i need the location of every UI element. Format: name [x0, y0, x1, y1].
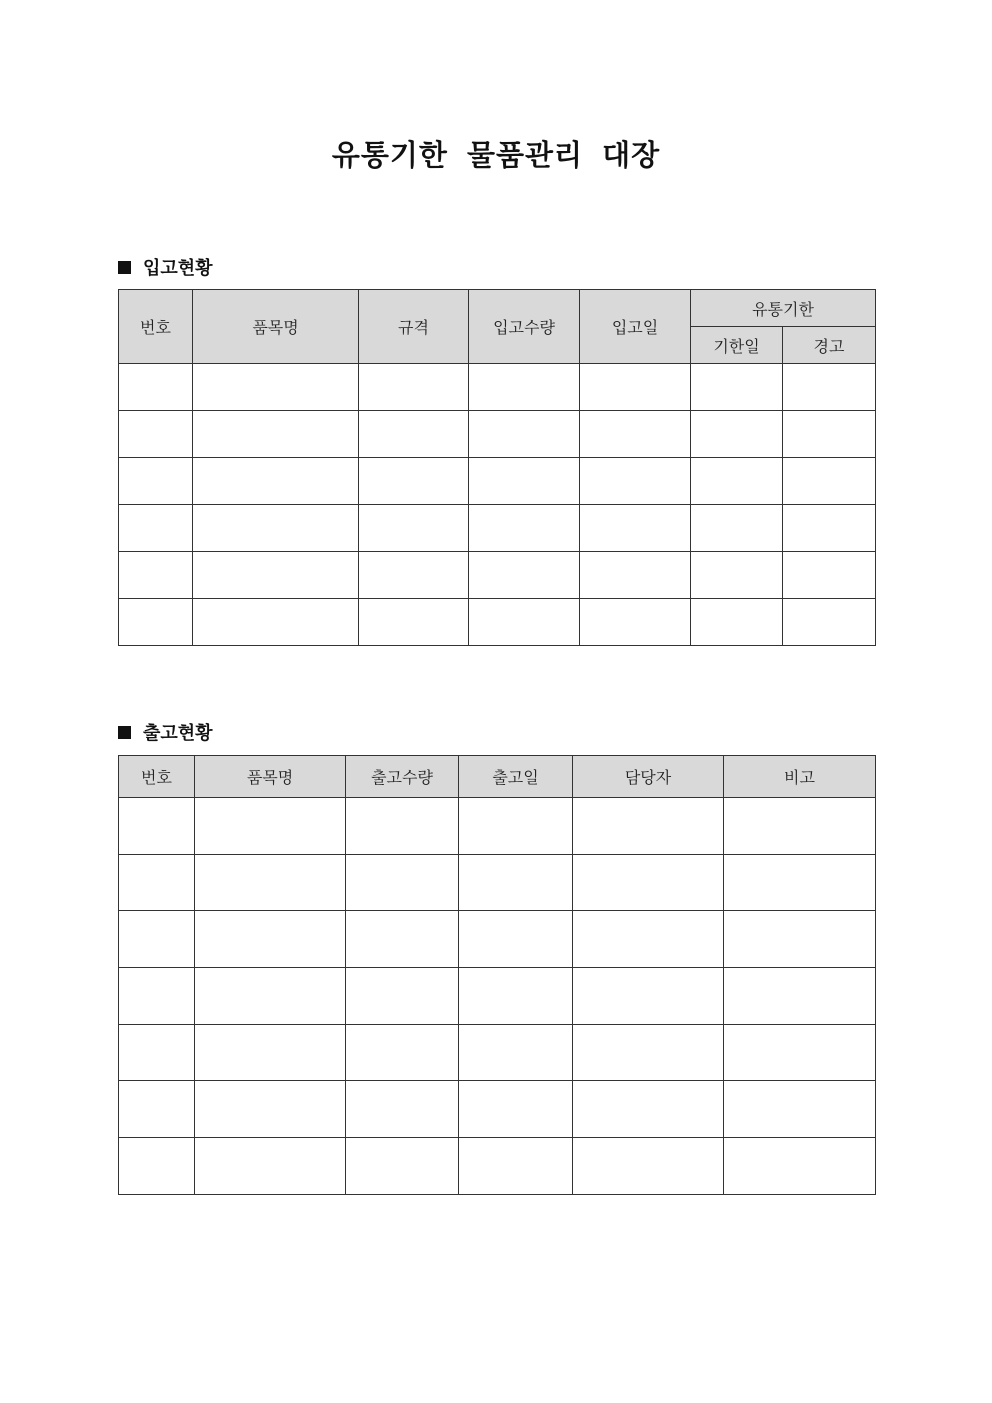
table-cell[interactable]: [459, 911, 573, 968]
table-cell[interactable]: [195, 968, 346, 1025]
table-cell[interactable]: [193, 411, 359, 458]
table-row: [119, 911, 876, 968]
header-remarks: 비고: [724, 756, 876, 798]
table-cell[interactable]: [580, 552, 691, 599]
table-cell[interactable]: [573, 968, 724, 1025]
table-row: [119, 552, 876, 599]
table-cell[interactable]: [195, 798, 346, 855]
table-cell[interactable]: [783, 599, 876, 646]
table-cell[interactable]: [346, 854, 459, 911]
table-row: [119, 599, 876, 646]
square-bullet-icon: [118, 726, 131, 739]
square-bullet-icon: [118, 261, 131, 274]
table-cell[interactable]: [359, 364, 469, 411]
table-row: [119, 411, 876, 458]
table-row: [119, 1138, 876, 1195]
table-row: [119, 364, 876, 411]
table-cell[interactable]: [193, 552, 359, 599]
header-no: 번호: [119, 756, 195, 798]
table-cell[interactable]: [193, 458, 359, 505]
header-outbound-date: 출고일: [459, 756, 573, 798]
table-cell[interactable]: [783, 505, 876, 552]
table-cell[interactable]: [459, 1081, 573, 1138]
table-row: [119, 798, 876, 855]
table-cell[interactable]: [459, 1138, 573, 1195]
table-cell[interactable]: [469, 458, 580, 505]
table-cell[interactable]: [359, 458, 469, 505]
header-no: 번호: [119, 290, 193, 364]
inbound-section-title: [118, 254, 213, 280]
table-cell[interactable]: [724, 968, 876, 1025]
table-cell[interactable]: [573, 854, 724, 911]
header-outbound-qty: 출고수량: [346, 756, 459, 798]
table-cell[interactable]: [119, 505, 193, 552]
table-cell[interactable]: [119, 1024, 195, 1081]
header-inbound-qty: 입고수량: [469, 290, 580, 364]
table-cell[interactable]: [459, 968, 573, 1025]
header-item-name: 품목명: [193, 290, 359, 364]
table-cell[interactable]: [359, 411, 469, 458]
table-cell[interactable]: [195, 1138, 346, 1195]
table-cell[interactable]: [691, 364, 783, 411]
table-cell[interactable]: [193, 364, 359, 411]
table-cell[interactable]: [119, 552, 193, 599]
table-row: [119, 854, 876, 911]
table-cell[interactable]: [573, 1138, 724, 1195]
table-cell[interactable]: [193, 599, 359, 646]
header-expiry-date: 기한일: [691, 327, 783, 364]
table-cell[interactable]: [459, 854, 573, 911]
table-cell[interactable]: [119, 968, 195, 1025]
table-cell[interactable]: [119, 458, 193, 505]
header-warning: 경고: [783, 327, 876, 364]
table-row: [119, 968, 876, 1025]
table-cell[interactable]: [359, 505, 469, 552]
header-item-name: 품목명: [195, 756, 346, 798]
table-cell[interactable]: [346, 1024, 459, 1081]
table-cell[interactable]: [469, 364, 580, 411]
outbound-table: [118, 755, 876, 1195]
inbound-section-label: 입고현황: [143, 258, 213, 279]
table-cell[interactable]: [724, 911, 876, 968]
table-cell[interactable]: [691, 599, 783, 646]
table-cell[interactable]: [580, 599, 691, 646]
table-cell[interactable]: [346, 1081, 459, 1138]
table-row: [119, 505, 876, 552]
table-cell[interactable]: [459, 1024, 573, 1081]
header-spec: 규격: [359, 290, 469, 364]
table-cell[interactable]: [580, 364, 691, 411]
table-cell[interactable]: [580, 505, 691, 552]
table-cell[interactable]: [469, 552, 580, 599]
table-cell[interactable]: [573, 911, 724, 968]
table-cell[interactable]: [724, 1024, 876, 1081]
outbound-section-title: [118, 719, 213, 745]
table-cell[interactable]: [469, 505, 580, 552]
table-cell[interactable]: [119, 599, 193, 646]
table-cell[interactable]: [195, 1024, 346, 1081]
table-cell[interactable]: [724, 1138, 876, 1195]
table-cell[interactable]: [346, 798, 459, 855]
header-manager: 담당자: [573, 756, 724, 798]
table-cell[interactable]: [119, 1081, 195, 1138]
table-row: [119, 1081, 876, 1138]
table-cell[interactable]: [573, 1024, 724, 1081]
table-cell[interactable]: [195, 911, 346, 968]
table-cell[interactable]: [119, 1138, 195, 1195]
table-cell[interactable]: [346, 911, 459, 968]
table-cell[interactable]: [346, 968, 459, 1025]
table-cell[interactable]: [580, 411, 691, 458]
table-cell[interactable]: [691, 505, 783, 552]
table-cell[interactable]: [783, 458, 876, 505]
table-cell[interactable]: [193, 505, 359, 552]
table-cell[interactable]: [119, 364, 193, 411]
page-title: 유통기한 물품관리 대장: [331, 138, 661, 172]
table-row: [119, 458, 876, 505]
table-cell[interactable]: [783, 364, 876, 411]
table-cell[interactable]: [119, 411, 193, 458]
table-cell[interactable]: [119, 854, 195, 911]
table-cell[interactable]: [359, 552, 469, 599]
table-cell[interactable]: [783, 552, 876, 599]
table-cell[interactable]: [691, 411, 783, 458]
table-cell[interactable]: [469, 599, 580, 646]
header-inbound-date: 입고일: [580, 290, 691, 364]
inbound-table: [118, 289, 876, 646]
table-cell[interactable]: [783, 411, 876, 458]
header-expiry-group: 유통기한: [691, 290, 876, 327]
table-cell[interactable]: [469, 411, 580, 458]
outbound-section-label: 출고현황: [143, 723, 213, 744]
table-cell[interactable]: [724, 1081, 876, 1138]
table-cell[interactable]: [573, 798, 724, 855]
table-cell[interactable]: [724, 798, 876, 855]
table-cell[interactable]: [195, 854, 346, 911]
table-cell[interactable]: [691, 552, 783, 599]
table-cell[interactable]: [359, 599, 469, 646]
table-cell[interactable]: [119, 798, 195, 855]
table-cell[interactable]: [459, 798, 573, 855]
table-cell[interactable]: [724, 854, 876, 911]
table-cell[interactable]: [119, 911, 195, 968]
table-cell[interactable]: [346, 1138, 459, 1195]
table-row: [119, 1024, 876, 1081]
table-cell[interactable]: [573, 1081, 724, 1138]
table-cell[interactable]: [580, 458, 691, 505]
table-cell[interactable]: [195, 1081, 346, 1138]
table-cell[interactable]: [691, 458, 783, 505]
